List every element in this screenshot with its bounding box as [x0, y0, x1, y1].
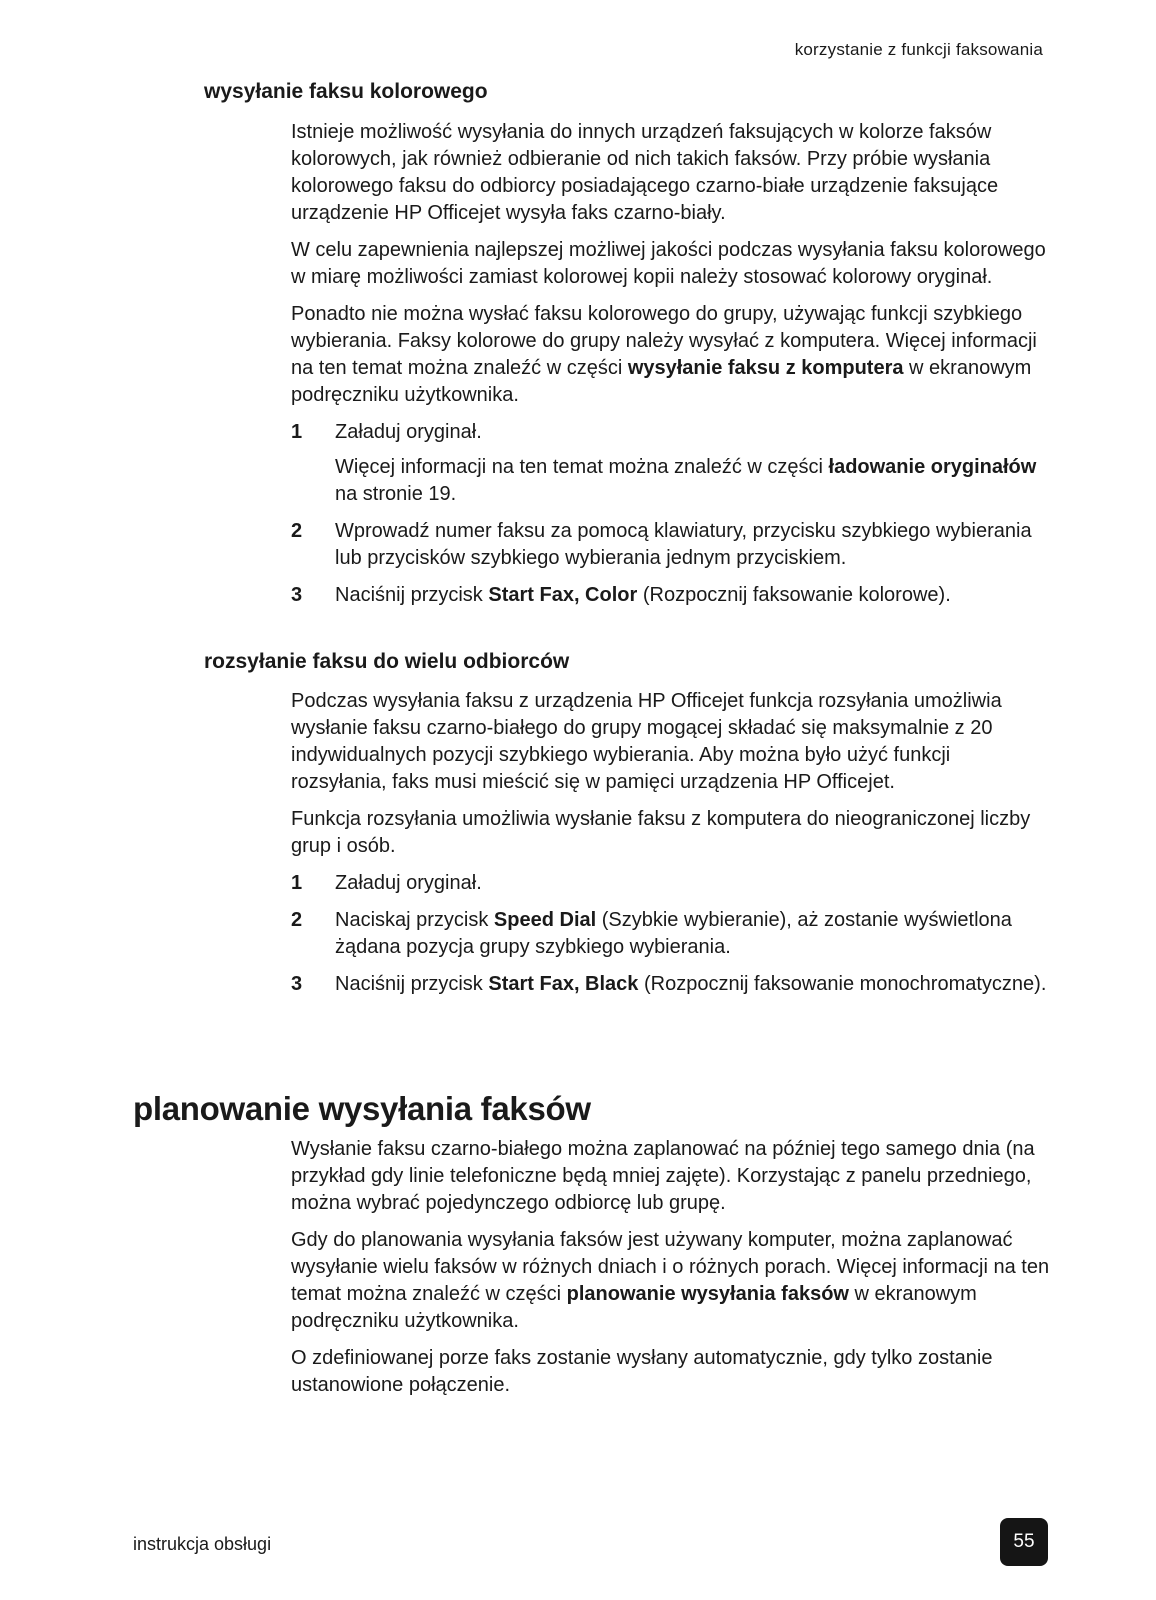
- section-body-schedule: [291, 1136, 1051, 1409]
- step-item: [291, 907, 1051, 961]
- step-item: [291, 518, 1051, 572]
- page-number-badge: 55: [1000, 1518, 1048, 1566]
- step-text: Wprowadź numer faksu za pomocą klawiatury, przycisku szybkiego wybierania lub przycisków szybkiego wybierania jednym przyciskiem.: [335, 520, 1032, 569]
- paragraph: Istnieje możliwość wysyłania do innych urządzeń faksujących w kolorze faksów kolorowych, jak również odbieranie od nich takich faksów. Przy próbie wysłania kolorowego faksu do odbiorcy posiadającego czarno-białe urządzenie faksujące urządzenie HP Officejet wysyła faks czarno-biały.: [291, 121, 999, 224]
- step-item: [291, 870, 1051, 897]
- step-number: 1: [291, 421, 303, 443]
- step-note: Więcej informacji na ten temat można znaleźć w części ładowanie oryginałów na stronie 19.: [335, 456, 1037, 505]
- step-number: 2: [291, 520, 303, 542]
- step-number: 3: [291, 973, 303, 995]
- paragraph: W celu zapewnienia najlepszej możliwej jakości podczas wysyłania faksu kolorowego w miarę możliwości zamiast kolorowej kopii należy stosować kolorowy oryginał.: [291, 239, 1046, 288]
- step-text: Naciśnij przycisk Start Fax, Black (Rozpocznij faksowanie monochromatyczne).: [335, 973, 1047, 995]
- step-text: Załaduj oryginał.: [335, 421, 482, 443]
- step-number: 2: [291, 909, 303, 931]
- step-text: Naciskaj przycisk Speed Dial (Szybkie wybieranie), aż zostanie wyświetlona żądana pozycja grupy szybkiego wybierania.: [335, 909, 1012, 958]
- running-header: korzystanie z funkcji faksowania: [794, 40, 1043, 59]
- button-name: Start Fax, Color: [488, 584, 638, 606]
- step-text: Naciśnij przycisk Start Fax, Color (Rozpocznij faksowanie kolorowe).: [335, 584, 951, 606]
- paragraph: Gdy do planowania wysyłania faksów jest używany komputer, można zaplanować wysyłanie wielu faksów w różnych dniach i o różnych porach. Więcej informacji na ten temat można znaleźć w części planowanie wysyłania faksów w ekranowym podręczniku użytkownika.: [291, 1229, 1050, 1332]
- section-body-broadcast: [291, 688, 1051, 1008]
- step-text: Załaduj oryginał.: [335, 872, 482, 894]
- cross-reference: wysyłanie faksu z komputera: [627, 357, 904, 379]
- step-item: [291, 582, 1051, 609]
- cross-reference: ładowanie oryginałów: [828, 456, 1037, 478]
- paragraph: Ponadto nie można wysłać faksu kolorowego do grupy, używając funkcji szybkiego wybierania. Faksy kolorowe do grupy należy wysyłać z komputera. Więcej informacji na ten temat można znaleźć w części wysyłanie faksu z komputera w ekranowym podręczniku użytkownika.: [291, 303, 1037, 406]
- step-number: 1: [291, 872, 303, 894]
- paragraph: Podczas wysyłania faksu z urządzenia HP Officejet funkcja rozsyłania umożliwia wysłanie faksu czarno-białego do grupy mogącej składać się maksymalnie z 20 indywidualnych pozycji szybkiego wybierania. Aby można było użyć funkcji rozsyłania, faks musi mieścić się w pamięci urządzenia HP Officejet.: [291, 690, 1002, 793]
- step-item: [291, 419, 1051, 508]
- cross-reference: planowanie wysyłania faksów: [566, 1283, 849, 1305]
- section-body-color-fax: [291, 119, 1051, 619]
- step-number: 3: [291, 584, 303, 606]
- button-name: Speed Dial: [493, 909, 597, 931]
- paragraph: Wysłanie faksu czarno-białego można zaplanować na później tego samego dnia (na przykład gdy linie telefoniczne będą mniej zajęte). Korzystając z panelu przedniego, można wybrać pojedynczego odbiorcę lub grupę.: [291, 1138, 1035, 1214]
- button-name: Start Fax, Black: [488, 973, 639, 995]
- step-item: [291, 971, 1051, 998]
- section-heading-color-fax: wysyłanie faksu kolorowego: [204, 80, 488, 103]
- section-heading-broadcast: rozsyłanie faksu do wielu odbiorców: [204, 650, 570, 673]
- page-title: planowanie wysyłania faksów: [133, 1090, 591, 1127]
- paragraph: Funkcja rozsyłania umożliwia wysłanie faksu z komputera do nieograniczonej liczby grup i osób.: [291, 808, 1031, 857]
- footer-manual-name: instrukcja obsługi: [133, 1534, 272, 1554]
- paragraph: O zdefiniowanej porze faks zostanie wysłany automatycznie, gdy tylko zostanie ustanowione połączenie.: [291, 1347, 993, 1396]
